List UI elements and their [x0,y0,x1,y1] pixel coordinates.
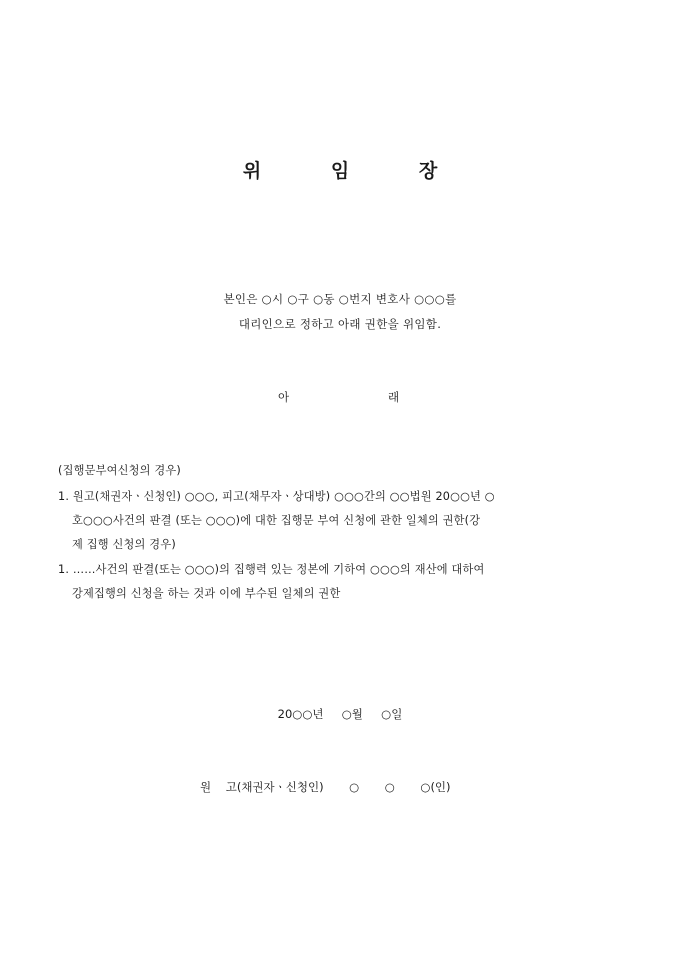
item-1-line-3: 제 집행 신청의 경우) [72,538,176,551]
below-heading-char-1: 아 [278,390,290,404]
intro-line-1: 본인은 ○시 ○구 ○동 ○번지 변호사 ○○○를 [223,292,457,306]
item-1-line-2: 호○○○사건의 판결 (또는 ○○○)에 대한 집행문 부여 신청에 관한 일체의 권한(강 [72,514,481,527]
signature-line: 원 고(채권자ㆍ신청인) ○ ○ ○(인) [200,780,451,794]
item-2-line-1: 1. ……사건의 판결(또는 ○○○)의 집행력 있는 정본에 기하여 ○○○의 재산에 대하여 [58,563,485,576]
section-heading: (집행문부여신청의 경우) [58,464,181,477]
title-char-3: 장 [418,160,438,182]
title-char-2: 임 [330,160,350,182]
document-date: 20○○년 ○월 ○일 [277,707,403,721]
title-char-1: 위 [242,160,262,182]
document-title [0,156,680,183]
item-2-line-2: 강제집행의 신청을 하는 것과 이에 부수된 일체의 권한 [72,587,341,600]
item-1-line-1: 1. 원고(채권자ㆍ신청인) ○○○, 피고(채무자ㆍ상대방) ○○○간의 ○○법원 20○○년 ○ [58,490,495,503]
intro-line-2: 대리인으로 정하고 아래 권한을 위임함. [238,317,442,331]
below-heading-char-2: 래 [388,390,400,404]
